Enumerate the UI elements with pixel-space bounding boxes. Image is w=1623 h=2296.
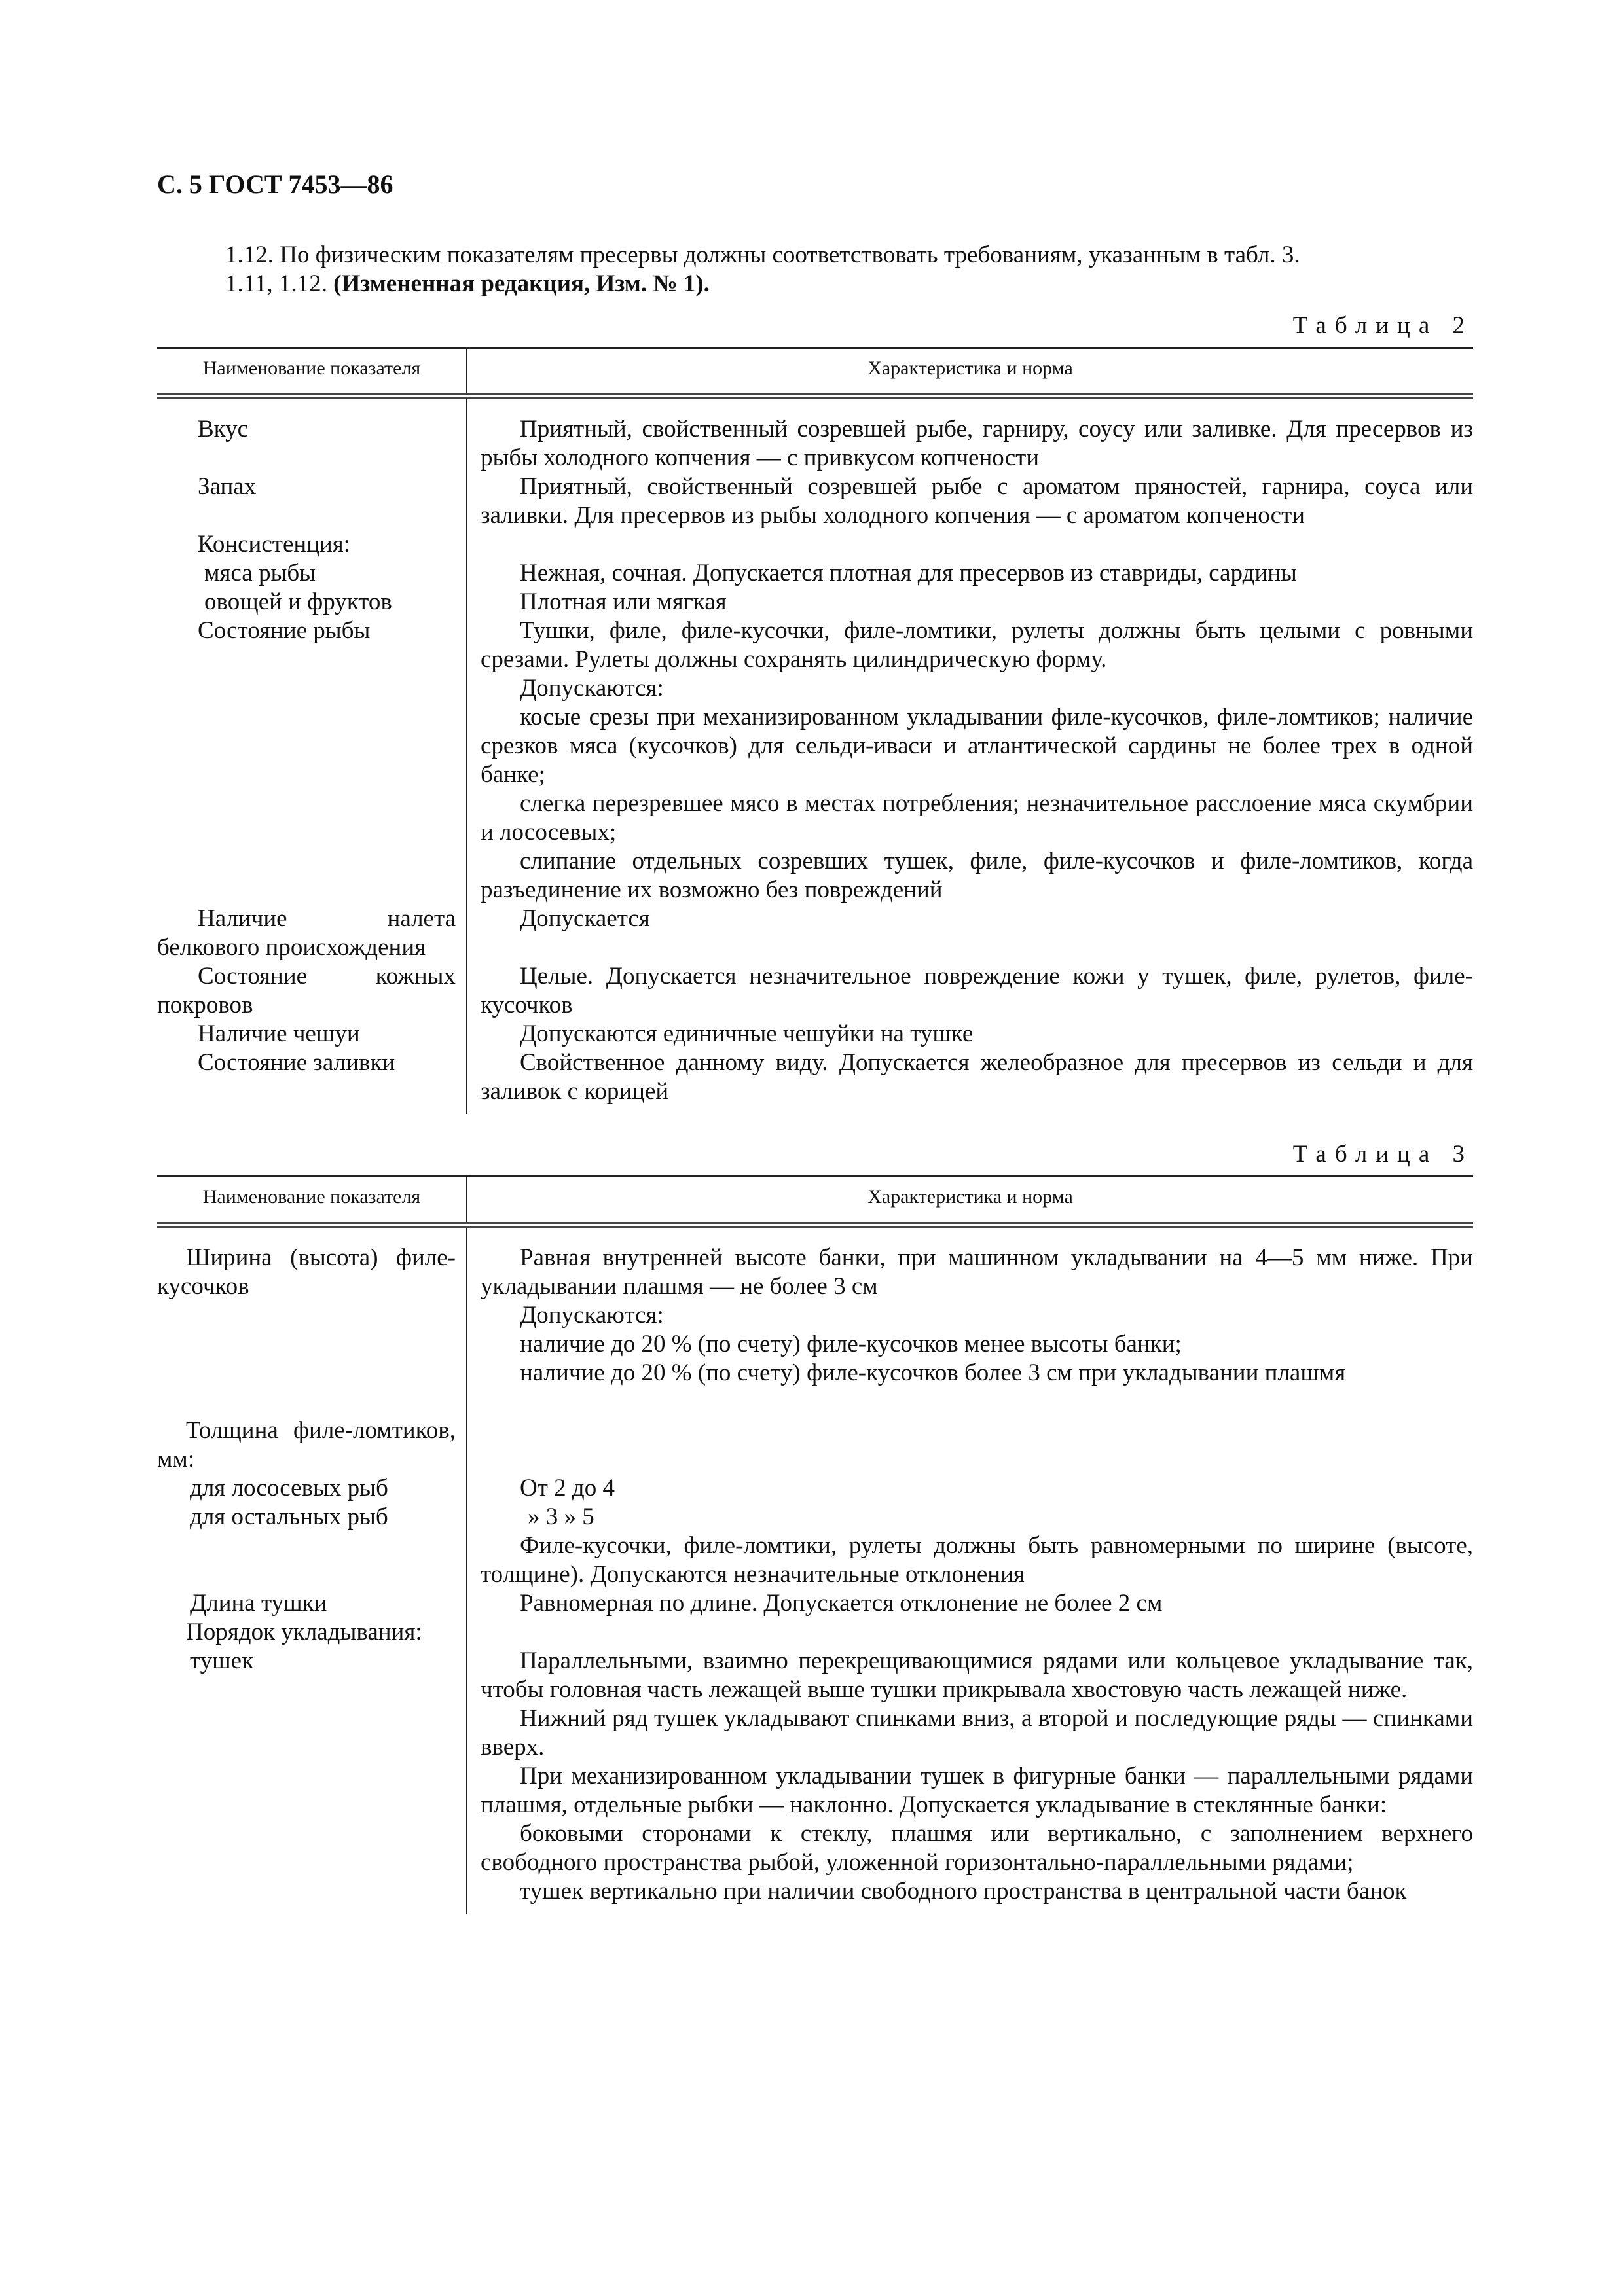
- table-row: [157, 1020, 1473, 1049]
- row-text: наличие до 20 % (по счету) филе-кусочков менее высоты банки;: [520, 1331, 1182, 1357]
- row-text: При механизированном укладывании тушек в фигурные банки — параллельными рядами плашмя, отдельные рыбки — наклонно. Допускается укладывание в стеклянные банки:: [481, 1763, 1473, 1818]
- row-text: Свойственное данному виду. Допускается желеобразное для пресервов из сельди и для заливок с корицей: [481, 1049, 1473, 1105]
- row-name: Запах: [198, 473, 257, 500]
- row-text: Нижний ряд тушек укладывают спинками вниз, а второй и последующие ряды — спинками вверх.: [481, 1705, 1473, 1761]
- row-text: Приятный, свойственный созревшей рыбе, гарниру, соусу или заливке. Для пресервов из рыбы холодного копчения — с привкусом копчености: [481, 416, 1473, 471]
- row-name: Состояние рыбы: [198, 617, 371, 644]
- row-name: Толщина филе-ломтиков, мм:: [157, 1417, 456, 1473]
- table-2-caption: Таблица 2: [1292, 312, 1473, 339]
- row-text: тушек вертикально при наличии свободного пространства в центральной части банок: [520, 1878, 1407, 1905]
- row-text: Тушки, филе, филе-кусочки, филе-ломтики, рулеты должны быть целыми с ровными срезами. Рулеты должны сохранять цилиндрическую форму.: [481, 617, 1473, 673]
- row-text: Допускаются:: [520, 1302, 664, 1329]
- intro-paragraph-2: [157, 270, 1473, 298]
- table-row: [157, 1647, 1473, 1914]
- row-text: От 2 до 4: [520, 1475, 615, 1501]
- table-row: [157, 1618, 1473, 1647]
- intro-paragraph-1: 1.12. По физическим показателям пресервы должны соответствовать требованиям, указанным в табл. 3.: [225, 242, 1300, 268]
- row-name: Состояние заливки: [198, 1049, 395, 1076]
- row-name: Длина тушки: [190, 1590, 327, 1617]
- row-name: для остальных рыб: [190, 1503, 388, 1530]
- row-name: Консистенция:: [198, 531, 351, 558]
- row-text: Допускается: [520, 905, 650, 932]
- row-text: Параллельными, взаимно перекрещивающимися рядами или кольцевое укладывание так, чтобы головная часть лежащей выше тушки прикрывала хвостовую часть лежащей ниже.: [481, 1647, 1473, 1703]
- table-3-header-indicator: Наименование показателя: [157, 1177, 467, 1225]
- amendment-ref: 1.11, 1.12.: [225, 270, 334, 297]
- table-row: [157, 617, 1473, 905]
- table-2-header-norm: Характеристика и норма: [467, 348, 1473, 397]
- row-name: мяса рыбы: [204, 560, 316, 586]
- row-text: » 3 » 5: [528, 1503, 594, 1530]
- row-text: слипание отдельных созревших тушек, филе, филе-кусочков и филе-ломтиков, когда разъединение их возможно без повреждений: [481, 848, 1473, 903]
- row-name: Состояние кожных покровов: [157, 963, 456, 1018]
- row-text: боковыми сторонами к стеклу, плашмя или вертикально, с заполнением верхнего свободного пространства рыбой, уложенной горизонтально-параллельными рядами;: [481, 1820, 1473, 1876]
- row-name: Наличие чешуи: [198, 1020, 360, 1047]
- page-header: С. 5 ГОСТ 7453—86: [157, 170, 393, 199]
- row-text: Плотная или мягкая: [520, 588, 727, 615]
- row-name: Вкус: [198, 416, 249, 442]
- row-text: Филе-кусочки, филе-ломтики, рулеты должны быть равномерными по ширине (высоте, толщине). Допускаются незначительные отклонения: [481, 1532, 1473, 1588]
- table-3-header-norm: Характеристика и норма: [467, 1177, 1473, 1225]
- table-row: [157, 1589, 1473, 1618]
- amendment-note: (Измененная редакция, Изм. № 1).: [333, 270, 710, 297]
- row-name: овощей и фруктов: [204, 588, 392, 615]
- table-row: [157, 1416, 1473, 1474]
- row-text: Приятный, свойственный созревшей рыбе с ароматом пряностей, гарнира, соуса или заливки. Для пресервов из рыбы холодного копчения — с ароматом копчености: [481, 473, 1473, 529]
- row-text: Целые. Допускается незначительное повреждение кожи у тушек, филе, рулетов, филе-кусочков: [481, 963, 1473, 1018]
- row-name: Порядок укладывания:: [186, 1619, 422, 1645]
- row-text: наличие до 20 % (по счету) филе-кусочков более 3 см при укладывании плашмя: [520, 1359, 1346, 1386]
- table-2-header-indicator: Наименование показателя: [157, 348, 467, 397]
- row-text: Допускаются:: [520, 675, 664, 702]
- row-text: Нежная, сочная. Допускается плотная для пресервов из ставриды, сардины: [520, 560, 1297, 586]
- row-text: слегка перезревшее мясо в местах потребления; незначительное расслоение мяса скумбрии и лососевых;: [481, 790, 1473, 846]
- row-name: тушек: [190, 1647, 254, 1674]
- table-row: [157, 905, 1473, 962]
- row-text: косые срезы при механизированном укладывании филе-кусочков, филе-ломтиков; наличие срезков мяса (кусочков) для сельди-иваси и атлантической сардины не более трех в одной банке;: [481, 704, 1473, 788]
- table-row: [157, 397, 1473, 473]
- row-name: Ширина (высота) филе-кусочков: [157, 1244, 456, 1300]
- table-row: [157, 588, 1473, 617]
- row-text: Равномерная по длине. Допускается отклонение не более 2 см: [520, 1590, 1163, 1617]
- row-text: Равная внутренней высоте банки, при машинном укладывании на 4—5 мм ниже. При укладывании плашмя — не более 3 см: [481, 1244, 1473, 1300]
- table-row: [157, 473, 1473, 530]
- table-row: [157, 1049, 1473, 1114]
- table-row: [157, 530, 1473, 559]
- table-row: [157, 1474, 1473, 1503]
- table-2: [157, 347, 1473, 1114]
- table-row: [157, 962, 1473, 1020]
- row-name: для лососевых рыб: [190, 1475, 388, 1501]
- row-text: Допускаются единичные чешуйки на тушке: [520, 1020, 974, 1047]
- table-row: [157, 559, 1473, 588]
- table-3-caption: Таблица 3: [1292, 1141, 1473, 1168]
- document-page: [157, 151, 1473, 1914]
- table-3: [157, 1175, 1473, 1914]
- table-row: [157, 1503, 1473, 1589]
- table-row: [157, 1225, 1473, 1417]
- row-name: Наличие налета белкового происхождения: [157, 905, 456, 961]
